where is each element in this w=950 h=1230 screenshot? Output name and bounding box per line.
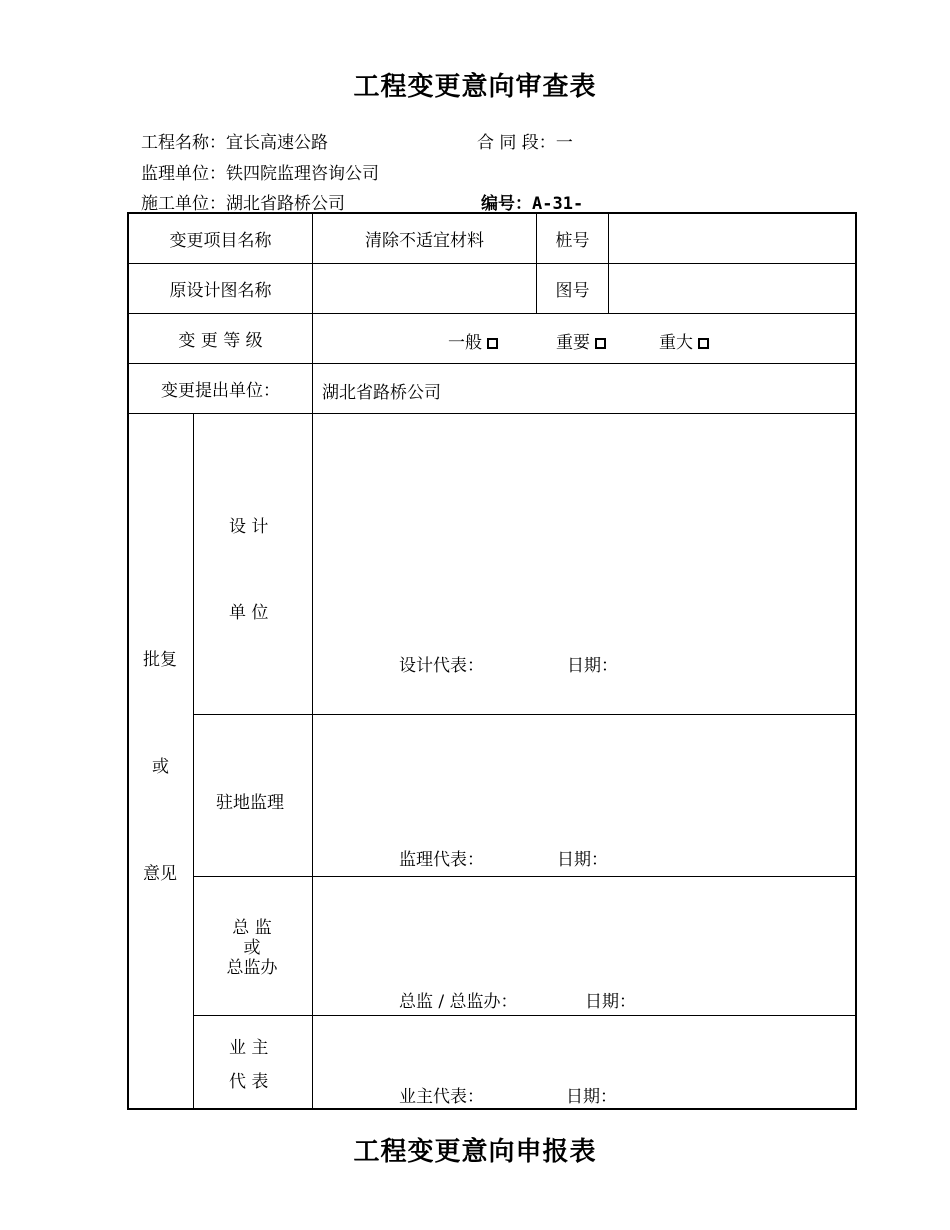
chief-label-3: 总监办 xyxy=(226,958,278,978)
level-general-label: 一般 xyxy=(448,333,482,353)
supervisor-line xyxy=(141,159,379,184)
level-general-option[interactable] xyxy=(448,328,498,353)
proposer-label: 变更提出单位： xyxy=(161,381,280,401)
project-name-value: 宜长高速公路 xyxy=(226,133,328,153)
contractor-line xyxy=(141,189,345,214)
resident-date-label: 日期： xyxy=(557,850,608,870)
design-date-label: 日期： xyxy=(567,656,618,676)
contract-label: 合 同 段： xyxy=(477,133,556,153)
level-major-label: 重大 xyxy=(659,333,693,353)
orig-drawing-label: 原设计图名称 xyxy=(169,281,272,301)
number-value: A-31- xyxy=(532,194,584,214)
level-label: 变 更 等 级 xyxy=(178,331,263,351)
col-divider xyxy=(193,413,194,1108)
level-important-checkbox[interactable] xyxy=(595,338,606,349)
next-page-title: 工程变更意向申报表 xyxy=(353,1137,597,1167)
chief-label-2: 或 xyxy=(243,938,261,958)
contractor-value: 湖北省路桥公司 xyxy=(226,194,345,214)
project-name-line xyxy=(141,128,328,153)
supervisor-label: 监理单位： xyxy=(141,164,226,184)
col-divider xyxy=(312,413,313,1108)
row-divider xyxy=(129,413,855,414)
opinion-label-2: 或 xyxy=(152,757,169,777)
level-important-option[interactable] xyxy=(556,328,606,353)
row-divider xyxy=(193,876,855,877)
owner-rep-label: 业主代表： xyxy=(399,1087,484,1107)
number-line xyxy=(481,189,583,214)
item-name-value: 清除不适宜材料 xyxy=(365,231,484,251)
supervisor-value: 铁四院监理咨询公司 xyxy=(226,164,379,184)
stake-value[interactable] xyxy=(609,214,855,263)
level-major-checkbox[interactable] xyxy=(698,338,709,349)
proposer-value: 湖北省路桥公司 xyxy=(322,383,441,403)
level-important-label: 重要 xyxy=(556,333,590,353)
resident-label: 驻地监理 xyxy=(216,793,284,813)
opinion-label-3: 意见 xyxy=(143,864,177,884)
chief-date-label: 日期： xyxy=(585,992,636,1012)
contract-line xyxy=(477,128,573,153)
contract-value: 一 xyxy=(555,133,573,153)
design-label-1: 设 计 xyxy=(229,517,269,537)
project-name-label: 工程名称： xyxy=(141,133,226,153)
level-general-checkbox[interactable] xyxy=(487,338,498,349)
chief-label-1: 总 监 xyxy=(232,918,272,938)
chief-rep-label: 总监 / 总监办： xyxy=(399,992,518,1012)
owner-date-label: 日期： xyxy=(566,1087,617,1107)
row-divider xyxy=(193,1015,855,1016)
stake-label: 桩号 xyxy=(555,231,590,251)
design-label-2: 单 位 xyxy=(229,603,269,623)
page-title: 工程变更意向审查表 xyxy=(353,72,597,102)
owner-label-1: 业 主 xyxy=(229,1038,269,1058)
item-name-label: 变更项目名称 xyxy=(169,231,272,251)
orig-drawing-value[interactable] xyxy=(313,264,536,313)
drawing-no-value[interactable] xyxy=(609,264,855,313)
contractor-label: 施工单位： xyxy=(141,194,226,214)
design-rep-label: 设计代表： xyxy=(399,656,484,676)
review-table xyxy=(127,212,857,1110)
drawing-no-label: 图号 xyxy=(555,281,590,301)
opinion-label-1: 批复 xyxy=(143,650,177,670)
number-label: 编号： xyxy=(481,194,532,214)
chief-label xyxy=(217,918,287,978)
resident-rep-label: 监理代表： xyxy=(399,850,484,870)
level-major-option[interactable] xyxy=(659,328,709,353)
row-divider xyxy=(193,714,855,715)
owner-label-2: 代 表 xyxy=(229,1072,269,1092)
